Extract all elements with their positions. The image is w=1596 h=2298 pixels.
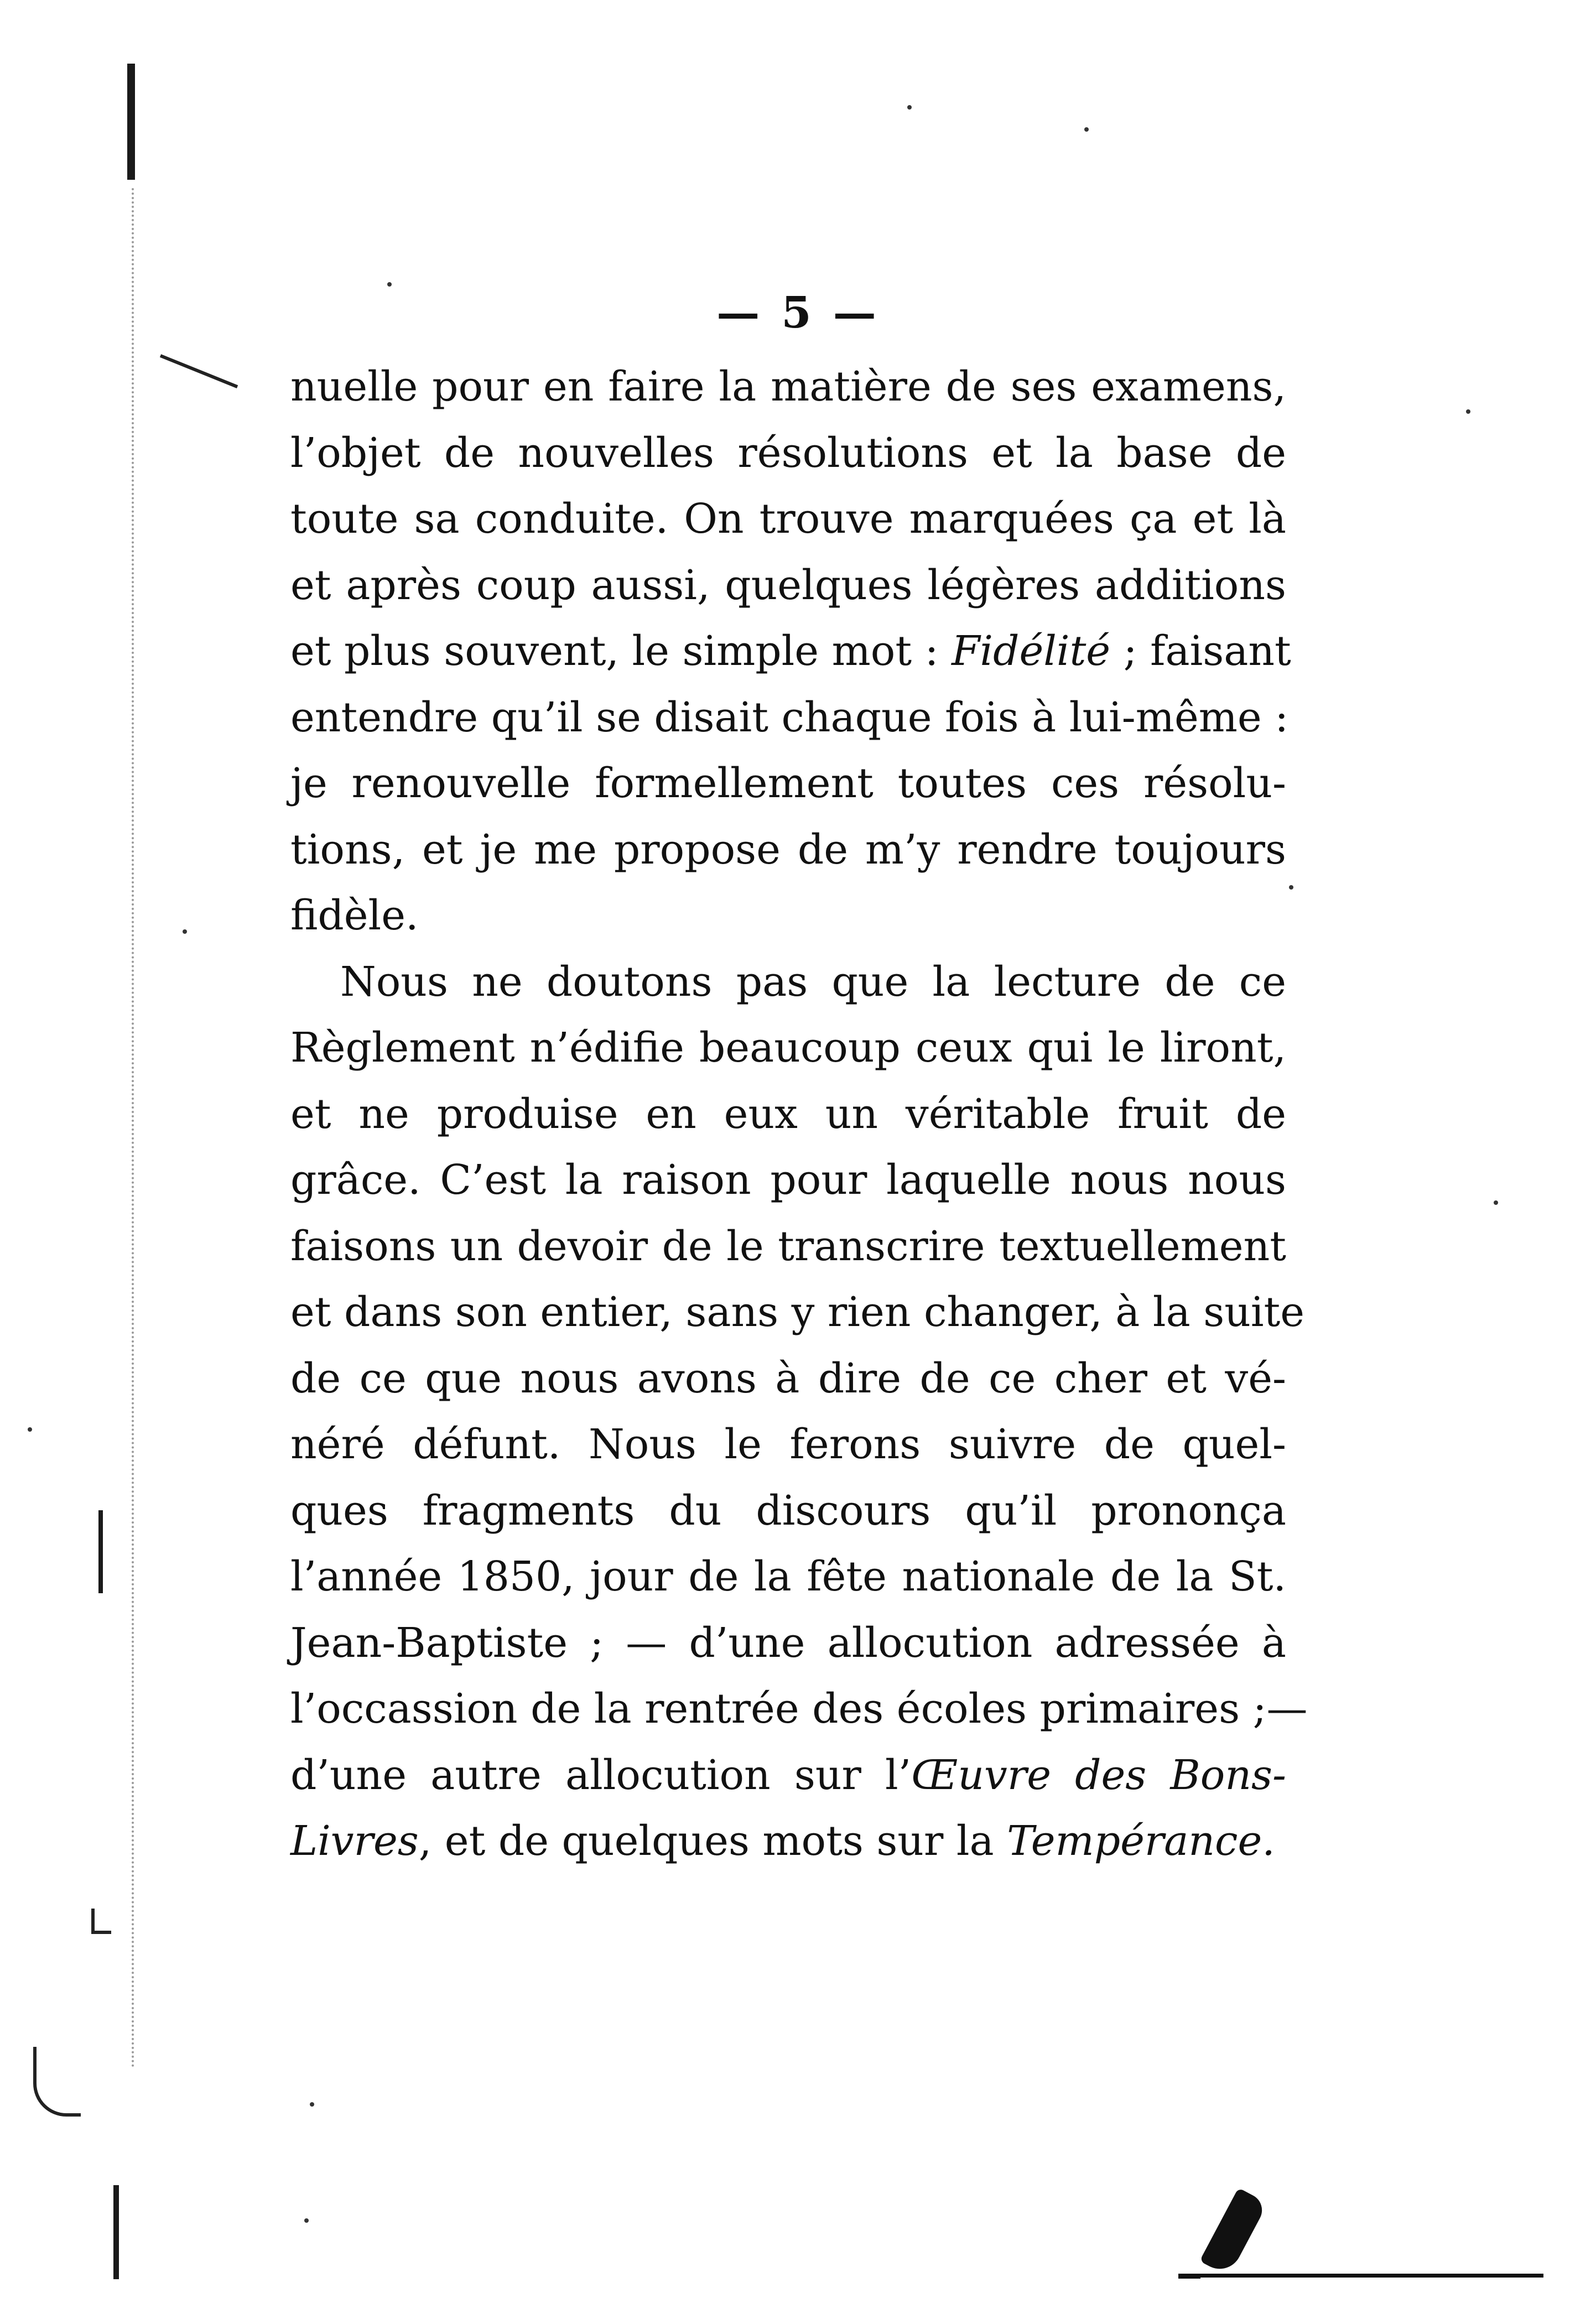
bracket-mark (33, 2047, 81, 2117)
ink-stroke (160, 354, 238, 388)
text-line: Livres, et de quelques mots sur la Tempérance. (290, 1817, 1275, 1865)
text-line: l’occassion de la rentrée des écoles primaires ;— (290, 1685, 1308, 1733)
text-line: et ne produise en eux un véritable fruit de (290, 1090, 1286, 1138)
text-line: de ce que nous avons à dire de ce cher et vé- (290, 1354, 1286, 1402)
margin-ink-bar (113, 2185, 119, 2279)
speck (1494, 1200, 1498, 1205)
corner-mark (91, 1909, 111, 1934)
paragraph (290, 354, 1291, 949)
text-line: faisons un devoir de le transcrire textuellement (290, 1222, 1286, 1270)
text-line: et après coup aussi, quelques légères additions (290, 561, 1286, 609)
text-line: nuelle pour en faire la matière de ses examens, (290, 363, 1286, 410)
text-line: d’une autre allocution sur l’Œuvre des Bons- (290, 1751, 1286, 1799)
text-line: ques fragments du discours qu’il prononça (290, 1486, 1286, 1535)
speck (183, 929, 187, 934)
speck (1289, 885, 1293, 890)
text-line: grâce. C’est la raison pour laquelle nous nous (290, 1156, 1286, 1204)
text-line: fidèle. (290, 892, 419, 939)
margin-dotted-line (132, 188, 134, 2069)
speck (907, 105, 912, 110)
margin-ink-bar (98, 1510, 103, 1593)
text-line: l’année 1850, jour de la fête nationale de la St. (290, 1553, 1286, 1600)
text-line: toute sa conduite. On trouve marquées ça et là (290, 495, 1286, 543)
text-line: Nous ne doutons pas que la lecture de ce (340, 958, 1286, 1006)
page-number: — 5 — (716, 288, 880, 338)
speck (387, 282, 392, 287)
paragraph (290, 949, 1308, 1875)
text-line: et dans son entier, sans y rien changer, à la suite (290, 1288, 1305, 1336)
speck (1466, 409, 1470, 414)
margin-ink-bar (127, 64, 135, 180)
text-line: l’objet de nouvelles résolutions et la base de (290, 429, 1286, 477)
bottom-rule (1184, 2274, 1543, 2278)
text-line: je renouvelle formellement toutes ces résolu- (290, 760, 1286, 807)
speck (28, 1427, 32, 1432)
text-line: Règlement n’édifie beaucoup ceux qui le liront, (290, 1024, 1286, 1072)
speck (310, 2102, 314, 2107)
speck (304, 2218, 309, 2223)
ink-blot (1199, 2188, 1267, 2277)
speck (1084, 127, 1089, 132)
text-line: néré défunt. Nous le ferons suivre de quel- (290, 1421, 1286, 1468)
italic-text: Livres (290, 1817, 419, 1865)
italic-text: Œuvre des Bons- (911, 1751, 1286, 1799)
italic-text: Fidélité (952, 627, 1111, 675)
text-line: tions, et je me propose de m’y rendre toujours (290, 825, 1286, 874)
text-line: Jean-Baptiste ; — d’une allocution adressée à (290, 1619, 1286, 1667)
italic-text: Tempérance. (1007, 1817, 1275, 1865)
text-line: entendre qu’il se disait chaque fois à lui-même : (290, 693, 1289, 741)
body-text (290, 354, 1308, 1875)
text-line: et plus souvent, le simple mot : Fidélité ; faisant (290, 627, 1291, 675)
